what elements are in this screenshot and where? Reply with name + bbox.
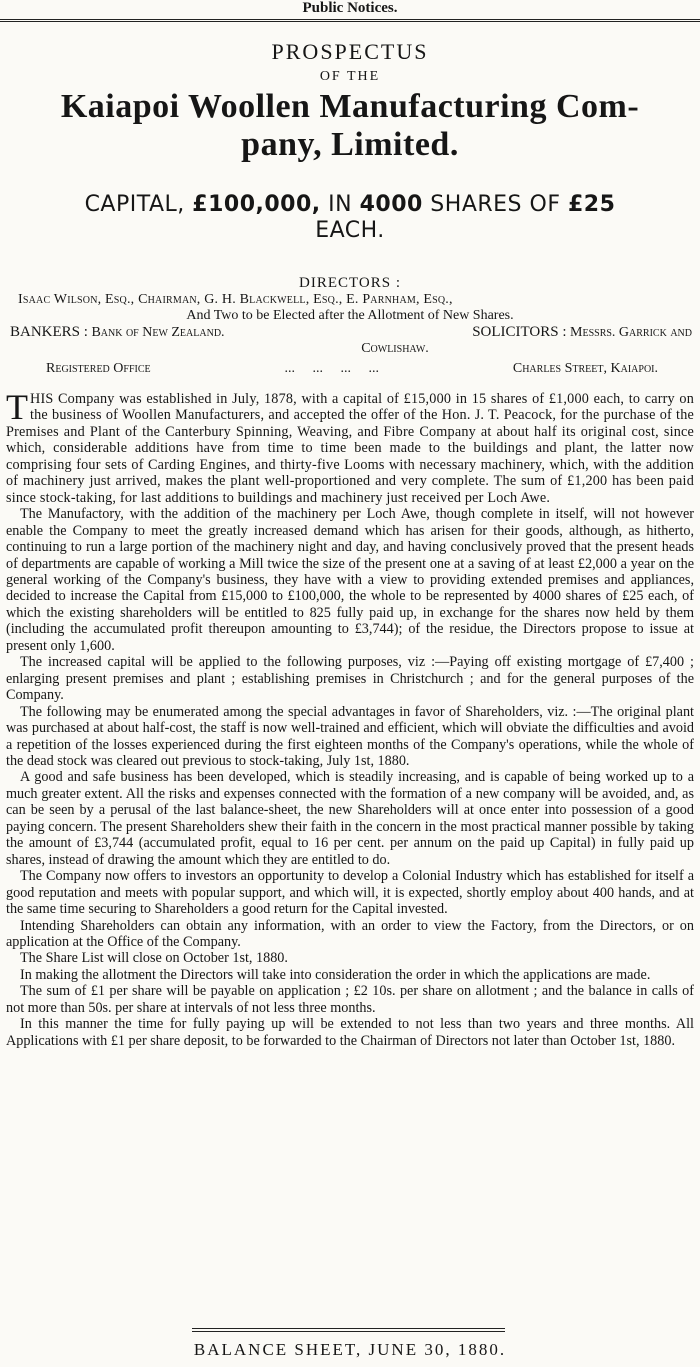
- capital-statement: [0, 192, 700, 244]
- balance-sheet-heading: BALANCE SHEET, JUNE 30, 1880.: [193, 1340, 507, 1359]
- paragraph-business: A good and safe business has been developed, which is steadily increasing, and is capable of being worked up to a much greater extent. All the risks and expenses connected with the formation of a new company will be avoided, and, as can be seen by a perusal of the last balance-sheet, the new Shareholders will at once enter into possession of a good paying concern. The present Shareholders shew their faith in the concern in the most practical manner possible by taking the amount of £3,744 (accumulated profit, equal to 16 per cent. per annum on the paid up Capital) in fully paid up shares, instead of drawing the amount which they are entitled to do.: [6, 769, 694, 868]
- paragraph-share-list: The Share List will close on October 1st, 1880.: [20, 950, 288, 967]
- directors-names: Isaac Wilson, Esq., Chairman, G. H. Blackwell, Esq., E. Parnham, Esq.,: [18, 292, 453, 307]
- paragraph-information: Intending Shareholders can obtain any information, with an order to view the Factory, from the Directors, or on application at the Office of the Company.: [6, 917, 694, 950]
- paragraph-offer: The Company now offers to investors an opportunity to develop a Colonial Industry which has established for itself a good reputation and meets with popular support, and which will, it is expected, shortly employ about 400 hands, and at the same time securing to Shareholders a good return for the Capital invested.: [6, 868, 694, 918]
- bankers-solicitors-row: [0, 324, 700, 341]
- prospectus-body: [0, 387, 700, 1049]
- prospectus-title: PROSPECTUS: [271, 39, 429, 64]
- solicitors-label: SOLICITORS :: [472, 324, 567, 340]
- paragraph-history: [6, 387, 694, 506]
- company-name-line1: Kaiapoi Woollen Manufacturing Com-: [60, 88, 640, 125]
- paragraph-allotment: In making the allotment the Directors will take into consideration the order in which the applications are made.: [20, 966, 651, 983]
- capital-share-price: £25: [567, 192, 616, 217]
- leader-dots: ... ... ... ...: [284, 361, 379, 376]
- directors-heading: DIRECTORS :: [299, 275, 401, 291]
- paragraph-manufactory: The Manufactory, with the addition of the machinery per Loch Awe, though complete in itself, will not however enable the Company to meet the greatly increased demand which has arisen for their goods, although, as hitherto, continuing to run a large portion of the machinery night and day, and having conclusively proved that the present heads of departments are capable of working a Mill twice the size of the present one at a saving of at least £2,000 a year on the general working of the Company's business, they have with a view to providing extended premises and appliances, decided to increase the Capital from £15,000 to £100,000, the whole to be represented by 4000 shares of £25 each, of which the existing shareholders will be entitled to 825 fully paid up, in exchange for the shares now held by them (including the accumulated profit thereupon amounting to £3,744); of the residue, the Directors propose to issue at present only 1,600.: [6, 506, 694, 654]
- capital-amount: £100,000,: [192, 192, 321, 217]
- capital-text-c: IN: [320, 192, 360, 217]
- capital-text-a: CAPITAL,: [84, 192, 193, 217]
- solicitors-block: [472, 324, 692, 341]
- footer-rule-bottom: [192, 1331, 505, 1332]
- bankers-label: BANKERS :: [10, 324, 88, 340]
- registered-office-row: [0, 361, 700, 377]
- company-name: [0, 88, 700, 164]
- bankers-block: [10, 324, 225, 341]
- paragraph-history-text: HIS Company was established in July, 1878, with a capital of £15,000 in 15 shares of £1,000 each, to carry on the business of Woollen Manufacturers, and accepted the offer of the Hon. J. T. Peacock, for the purchase of the Premises and Plant of the Canterbury Spinning, Weaving, and Fibre Company at about half its original cost, since which, considerable additions have from time to time been made to the buildings and plant, the latter now comprising four sets of Carding Engines, and thirty-five Looms with necessary machinery, which, with the addition of machinery just arrived, makes the plant well-proportioned and very complete. The sum of £1,200 has been paid since stock-taking, for last additions to buildings and machinery just received per Loch Awe.: [6, 391, 694, 506]
- registered-office-address: Charles Street, Kaiapoi.: [512, 361, 658, 376]
- footer-rule-top: [192, 1328, 505, 1329]
- of-the-label: OF THE: [319, 69, 381, 84]
- solicitors-name-continued: Cowlishaw.: [361, 341, 429, 356]
- directors-election-note: And Two to be Elected after the Allotment of New Shares.: [186, 308, 514, 323]
- paragraph-capital-use: The increased capital will be applied to the following purposes, viz :—Paying off existing mortgage of £7,400 ; enlarging present premises and plant ; establishing premises in Christchurch ; and for the general purposes of the Company.: [6, 654, 694, 704]
- section-header: Public Notices.: [0, 0, 700, 20]
- capital-line1: [0, 192, 700, 218]
- company-name-line2: pany, Limited.: [241, 126, 459, 163]
- paragraph-payment: The sum of £1 per share will be payable on application ; £2 10s. per share on allotment ; and the balance in calls of not more than 50s. per share at intervals of not less three months.: [6, 983, 694, 1016]
- capital-line2: EACH.: [315, 218, 385, 243]
- registered-office-label: Registered Office: [46, 361, 151, 376]
- paragraph-applications: In this manner the time for fully paying up will be extended to not less than two years and three months. All Applications with £1 per share deposit, to be forwarded to the Chairman of Directors not later than October 1st, 1880.: [6, 1016, 694, 1049]
- header-rule: [0, 21, 700, 22]
- solicitors-name: Messrs. Garrick and: [570, 325, 692, 340]
- bankers-name: Bank of New Zealand.: [91, 325, 225, 340]
- drop-cap: T: [6, 387, 28, 427]
- paragraph-advantages: The following may be enumerated among the special advantages in favor of Shareholders, viz. :—The original plant was purchased at about half-cost, the staff is now well-trained and efficient, which will obviate the difficulties and avoid a repetition of the losses experienced during the first eighteen months of the Company's operations, while the whole of the dead stock was cleared out previous to stock-taking, July 1st, 1880.: [6, 703, 694, 769]
- capital-text-e: SHARES OF: [422, 192, 568, 217]
- capital-shares-count: 4000: [359, 192, 423, 217]
